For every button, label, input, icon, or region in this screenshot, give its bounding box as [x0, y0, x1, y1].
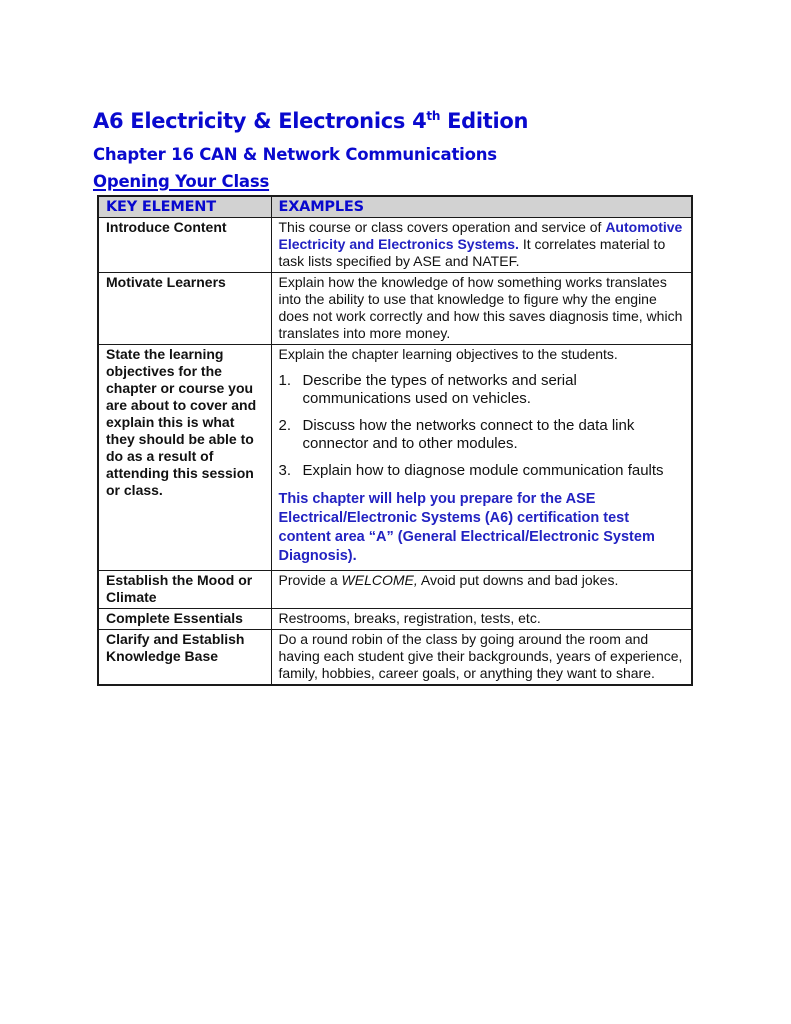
- section-heading: Opening Your Class: [93, 172, 270, 191]
- example-text: Avoid put downs and bad jokes.: [417, 572, 619, 588]
- key-element-establish-mood: Establish the Mood or Climate: [98, 571, 271, 609]
- opening-class-table: [97, 195, 693, 686]
- objective-item-1: [279, 372, 684, 408]
- example-text: This course or class covers operation and service of: [278, 219, 606, 235]
- example-text: Provide a: [278, 572, 342, 588]
- objective-text: Describe the types of networks and serial communications used on vehicles.: [302, 372, 577, 407]
- objective-text: Discuss how the networks connect to the data link connector and to other modules.: [302, 417, 635, 452]
- table-row-complete-essentials: [98, 609, 692, 630]
- example-motivate-learners: Explain how the knowledge of how something works translates into the ability to use that knowledge to figure why the engine does not work correctly and how this saves diagnosis time, which translates into more money.: [271, 273, 692, 345]
- example-learning-objectives: [271, 345, 692, 571]
- key-element-clarify-knowledge: Clarify and Establish Knowledge Base: [98, 630, 271, 686]
- document-title-suffix: Edition: [440, 109, 529, 133]
- objectives-intro: Explain the chapter learning objectives to the students.: [278, 346, 618, 362]
- table-row-introduce-content: [98, 218, 692, 273]
- example-highlight-text: Automotive Electricity and Electronics Systems.: [278, 219, 683, 252]
- example-clarify-knowledge: Do a round robin of the class by going around the room and having each student give their backgrounds, years of experience, family, hobbies, career goals, or anything they want to share.: [271, 630, 692, 686]
- key-element-learning-objectives: State the learning objectives for the chapter or course you are about to cover and explain this is what they should be able to do as a result of attending this session or class.: [98, 345, 271, 571]
- objective-text: Explain how to diagnose module communication faults: [302, 462, 664, 479]
- example-introduce-content: [271, 218, 692, 273]
- objective-number: 1.: [278, 372, 292, 389]
- objective-number: 2.: [278, 417, 292, 434]
- key-element-complete-essentials: Complete Essentials: [98, 609, 271, 630]
- table-row-establish-mood: [98, 571, 692, 609]
- example-establish-mood: [271, 571, 692, 609]
- example-text: It correlates material to task lists specified by ASE and NATEF.: [278, 236, 666, 269]
- key-element-motivate-learners: Motivate Learners: [98, 273, 271, 345]
- example-italic-text: WELCOME,: [341, 572, 418, 588]
- table-row-motivate-learners: [98, 273, 692, 345]
- table-row-learning-objectives: [98, 345, 692, 571]
- objective-item-2: [279, 417, 684, 453]
- ase-certification-note: This chapter will help you prepare for the ASE Electrical/Electronic Systems (A6) certification test content area “A” (General Electrical/Electronic System Diagnosis).: [278, 491, 655, 564]
- document-title-text: A6 Electricity & Electronics 4: [93, 109, 427, 133]
- table-header-row: [98, 196, 692, 218]
- objective-number: 3.: [278, 462, 292, 479]
- document-title-superscript: th: [426, 109, 441, 123]
- document-title: [93, 108, 691, 135]
- column-header-examples: EXAMPLES: [271, 196, 692, 218]
- key-element-introduce-content: Introduce Content: [98, 218, 271, 273]
- table-row-clarify-knowledge: [98, 630, 692, 686]
- example-complete-essentials: Restrooms, breaks, registration, tests, etc.: [271, 609, 692, 630]
- chapter-heading: Chapter 16 CAN & Network Communications: [93, 145, 497, 164]
- objective-item-3: [279, 462, 684, 480]
- column-header-key-element: KEY ELEMENT: [98, 196, 271, 218]
